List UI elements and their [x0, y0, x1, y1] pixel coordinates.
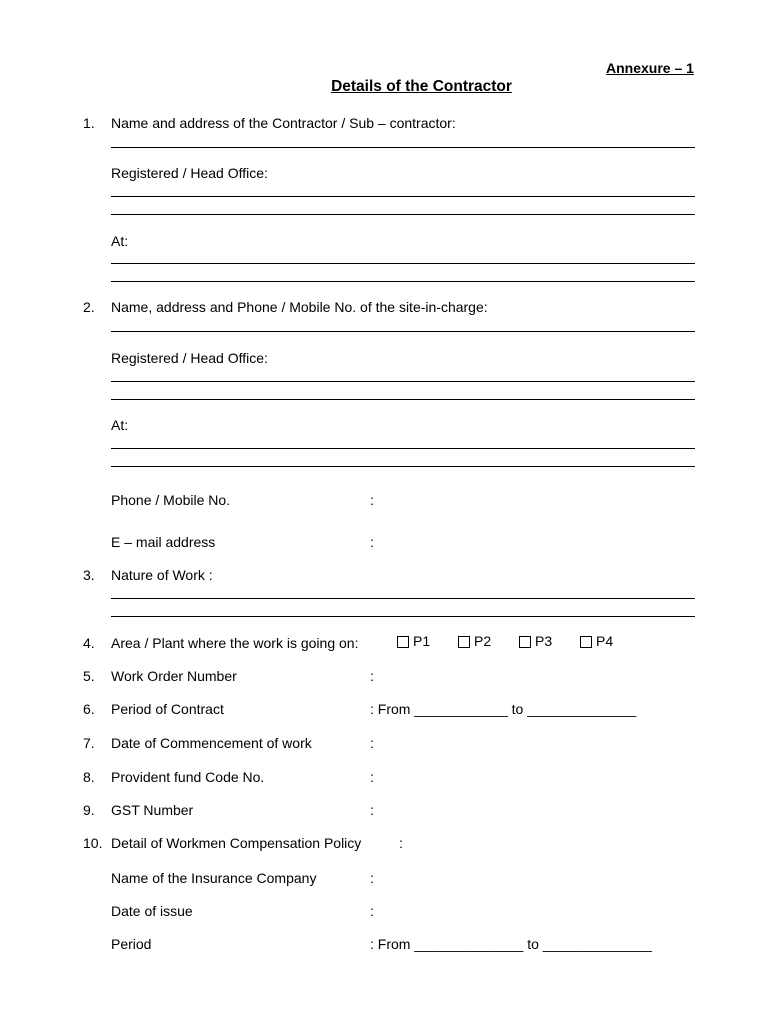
checkbox-icon[interactable] [397, 636, 409, 648]
page-title: Details of the Contractor [331, 78, 512, 95]
item-number: 8. [83, 769, 95, 785]
checkbox-icon[interactable] [519, 636, 531, 648]
nature-of-work-line[interactable] [111, 598, 695, 599]
site-in-charge-label: Name, address and Phone / Mobile No. of the site-in-charge: [111, 299, 488, 315]
at-line[interactable] [111, 281, 695, 282]
pf-code-label: Provident fund Code No. [111, 769, 265, 785]
plant-option-p2[interactable]: P2 [458, 633, 491, 649]
site-in-charge-line[interactable] [111, 331, 695, 332]
registered-office-line[interactable] [111, 214, 695, 215]
item-number: 3. [83, 567, 95, 583]
plant-options [397, 634, 637, 648]
contractor-name-label: Name and address of the Contractor / Sub – contractor: [111, 115, 456, 131]
gst-number-label: GST Number [111, 802, 194, 818]
plant-option-p4[interactable]: P4 [580, 633, 613, 649]
at-line[interactable] [111, 466, 695, 467]
work-order-label: Work Order Number [111, 668, 237, 684]
period-of-contract-label: Period of Contract [111, 701, 224, 717]
colon: : [370, 534, 374, 550]
registered-office-label: Registered / Head Office: [111, 165, 268, 181]
item-number: 6. [83, 701, 95, 717]
nature-of-work-label: Nature of Work : [111, 567, 213, 583]
item-number: 5. [83, 668, 95, 684]
contractor-name-line[interactable] [111, 147, 695, 148]
period-label: Period [111, 936, 152, 952]
period-of-contract-value[interactable]: : From ____________ to ______________ [370, 701, 637, 717]
commencement-date-label: Date of Commencement of work [111, 735, 312, 751]
item-number: 9. [83, 802, 95, 818]
email-label: E – mail address [111, 534, 216, 550]
period-value[interactable]: : From ______________ to ______________ [370, 936, 652, 952]
colon: : [370, 735, 374, 751]
registered-office-line[interactable] [111, 196, 695, 197]
colon: : [370, 769, 374, 785]
checkbox-icon[interactable] [580, 636, 592, 648]
checkbox-icon[interactable] [458, 636, 470, 648]
colon: : [370, 492, 374, 508]
item-number: 7. [83, 735, 95, 751]
colon: : [370, 668, 374, 684]
plant-option-p1[interactable]: P1 [397, 633, 430, 649]
insurance-company-label: Name of the Insurance Company [111, 870, 317, 886]
item-number: 10. [83, 835, 103, 851]
colon: : [370, 870, 374, 886]
registered-office-line[interactable] [111, 399, 695, 400]
item-number: 2. [83, 299, 95, 315]
colon: : [370, 802, 374, 818]
nature-of-work-line[interactable] [111, 616, 695, 617]
item-number: 4. [83, 635, 95, 651]
phone-label: Phone / Mobile No. [111, 492, 231, 508]
item-number: 1. [83, 115, 95, 131]
at-line[interactable] [111, 263, 695, 264]
date-of-issue-label: Date of issue [111, 903, 193, 919]
at-label: At: [111, 417, 129, 433]
plant-option-p3[interactable]: P3 [519, 633, 552, 649]
at-label: At: [111, 233, 129, 249]
colon: : [399, 835, 403, 851]
colon: : [370, 903, 374, 919]
area-plant-label: Area / Plant where the work is going on: [111, 635, 359, 651]
at-line[interactable] [111, 448, 695, 449]
compensation-policy-label: Detail of Workmen Compensation Policy [111, 835, 362, 851]
annexure-label: Annexure – 1 [606, 60, 694, 76]
registered-office-line[interactable] [111, 381, 695, 382]
registered-office-label: Registered / Head Office: [111, 350, 268, 366]
